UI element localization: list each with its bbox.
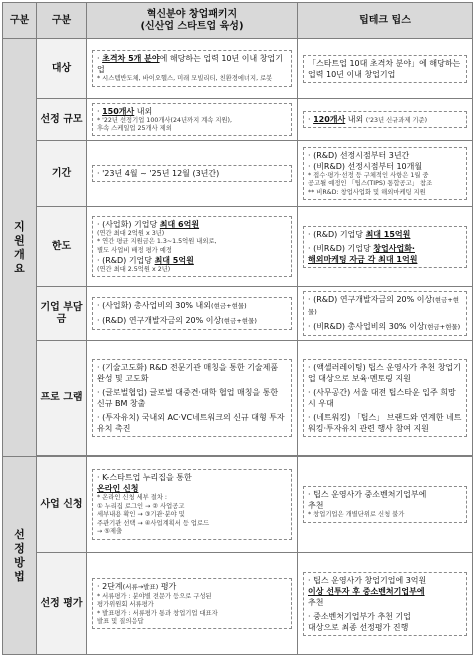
limit-a-hl1: 최대 6억원 xyxy=(159,219,200,229)
apply-a-sub4: 주관기관 선택 → ④사업계획서 등 업로드 xyxy=(97,519,210,527)
limit-a-sub2: 별도 사업비 배정 평가 예정 xyxy=(97,246,172,254)
limit-a-hl2: 최대 5억원 xyxy=(154,255,194,265)
limit-b-hl2: 창업사업화· xyxy=(373,243,415,253)
limit-b-box: · (R&D) 기업당 최대 15억원 · (비R&D) 기업당 창업사업화· 해외마케팅 자금 각 최대 1억원 xyxy=(303,226,467,268)
period-col-a xyxy=(87,141,298,207)
eval-col-a xyxy=(87,553,298,655)
eval-a-sub2: 평가위원회 서류평가 xyxy=(97,601,154,609)
eval-b-line2: 이상 선투자 후 중소벤처기업부에 xyxy=(308,586,425,596)
apply-a-sub2: ① 누리집 로그인 → ② 사업공고 xyxy=(97,502,185,510)
group-selection-label: 선정방법 xyxy=(14,527,25,583)
limit-a-line1-sub: (연간 최대 2억원 x 3년) xyxy=(97,229,165,237)
program-b-item2: · (사무공간) 서울 대전 팁스타운 입주 희망시 우대 xyxy=(308,388,456,408)
program-a-item1: · (기술고도화) R&D 전문기관 매칭을 통한 기술제품 완성 및 고도화 xyxy=(97,363,279,383)
period-b-sub2: 공고될 예정인 「팁스(TIPS) 통합공고」 참조 xyxy=(308,180,433,188)
col-a-subtitle: (신산업 스타트업 육성) xyxy=(140,20,244,32)
program-b-item1: · (액셀러레이팅) 팁스 운영사가 추천 창업기업 대상으로 보육·멘토링 지원 xyxy=(308,363,461,383)
apply-b-sub: * 창업기업은 개별단위로 신청 불가 xyxy=(308,511,405,519)
eval-b-line3: 추천 xyxy=(308,597,324,607)
apply-b-box xyxy=(303,486,467,522)
apply-b-line1: · 팁스 운영사가 중소벤처기업부에 xyxy=(308,490,427,500)
scale-a-sub1: * '22년 선정기업 100개사(24년까지 계속 지원), xyxy=(97,116,233,124)
burden-a-box: · (사업화) 총사업비의 30% 내외(현금+현물) · (R&D) 연구개발자금의 20% 이상(현금+현물) xyxy=(92,297,292,330)
group-support-label: 지원개요 xyxy=(14,219,25,275)
col-a-title: 혁신분야 창업패키지 xyxy=(146,8,238,20)
burden-col-b xyxy=(298,287,473,341)
group-support xyxy=(3,39,37,457)
period-b-sub3: ** 비R&D: 창업사업화 및 해외마케팅 지원 xyxy=(308,188,426,196)
eval-b-line1: · 팁스 운영사가 창업기업에 3억원 xyxy=(308,575,427,585)
period-b-line2: · (비R&D) 선정시점부터 10개월 xyxy=(308,161,423,171)
row-label-target: 대상 xyxy=(37,39,87,99)
apply-a-sub1: * 온라인 신청 세부 절차 : xyxy=(97,494,168,502)
program-a-box xyxy=(92,359,292,437)
scale-a-sub2: 후속 스케일업 25개사 제외 xyxy=(97,125,172,132)
apply-a-box xyxy=(92,469,292,539)
eval-a-sub3: * 발표평가 : 서류평가 통과 창업기업 대표자 xyxy=(97,609,218,617)
period-b-line1: · (R&D) 선정시점부터 3년간 xyxy=(308,150,410,160)
apply-col-a xyxy=(87,457,298,553)
row-label-program: 프로 그램 xyxy=(37,341,87,456)
burden-b-box: · (R&D) 연구개발자금의 20% 이상(현금+현물) · (비R&D) 총사업비의 30% 이상(현금+현물) xyxy=(303,291,467,336)
burden-col-a xyxy=(87,287,298,341)
apply-b-line2: 추천 xyxy=(308,501,324,511)
target-a-box: · 초격차 5개 분야에 해당하는 업력 10년 이내 창업기업 * 시스템반도체, 바이오헬스, 미래 모빌리티, 친환경에너지, 로봇 xyxy=(92,50,292,86)
scale-a-box: · 150개사 내외 * '22년 선정기업 100개사(24년까지 계속 지원), 후속 스케일업 25개사 제외 xyxy=(92,103,292,137)
group-selection xyxy=(3,457,37,655)
eval-a-sub1: * 서류평가 : 분야별 전문가 등으로 구성된 xyxy=(97,592,212,600)
program-b-item3: · (네트워킹) 「팁스」 브랜드와 연계한 네트워킹·투자유치 관련 행사 참여 지원 xyxy=(308,413,462,433)
program-col-b xyxy=(298,341,473,456)
period-b-box xyxy=(303,147,467,200)
period-a-box: · '23년 4월 ~ '25년 12월 (3년간) xyxy=(92,165,292,182)
target-col-a xyxy=(87,39,298,99)
scale-a-highlight: 150개사 xyxy=(102,106,135,116)
eval-a-box: · 2단계(서류→발표) 평가 * 서류평가 : 분야별 전문가 등으로 구성된 평가위원회 서류평가 * 발표평가 : 서류평가 통과 창업기업 대표자 발표 및 질의응답 xyxy=(92,578,292,630)
target-b-box: 「스타트업 10대 초격차 분야」에 해당하는 업력 10년 이내 창업기업 xyxy=(303,55,467,83)
limit-b-hl3: 해외마케팅 자금 각 최대 1억원 xyxy=(308,254,418,264)
row-label-period: 기간 xyxy=(37,141,87,207)
program-b-box xyxy=(303,359,467,437)
scale-col-a xyxy=(87,99,298,141)
program-a-item2: · (글로벌협업) 글로벌 대중견·대학 협업 매칭을 통한 신규 BM 창출 xyxy=(97,388,279,408)
row-label-eval: 선정 평가 xyxy=(37,553,87,655)
header-item: 구분 xyxy=(37,3,87,39)
row-label-limit: 한도 xyxy=(37,207,87,287)
target-col-b xyxy=(298,39,473,99)
header-col-a xyxy=(87,3,298,39)
target-a-highlight: 초격차 5개 분야 xyxy=(102,54,160,64)
period-col-b xyxy=(298,141,473,207)
target-a-sub: * 시스템반도체, 바이오헬스, 미래 모빌리티, 친환경에너지, 로봇 xyxy=(97,75,273,83)
apply-col-b xyxy=(298,457,473,553)
scale-b-highlight: 120개사 xyxy=(313,114,346,124)
eval-a-sub4: 발표 및 질의응답 xyxy=(97,617,144,625)
eval-b-line5: 대상으로 최종 선정평가 진행 xyxy=(308,622,409,632)
program-a-item3: · (투자유치) 국내외 AC·VC네트워크의 신규 대형 투자유치 촉진 xyxy=(97,413,285,433)
apply-a-sub3: 세부내용 확인 → ③기관·분야 및 xyxy=(97,511,185,519)
apply-a-line1: · K-스타트업 누리집을 통한 xyxy=(97,473,192,483)
eval-b-box xyxy=(303,572,467,636)
limit-a-line2-sub: (연간 최대 2.5억원 x 2년) xyxy=(97,265,171,273)
scale-col-b xyxy=(298,99,473,141)
row-label-apply: 사업 신청 xyxy=(37,457,87,553)
row-label-scale: 선정 규모 xyxy=(37,99,87,141)
row-label-burden: 기업 부담금 xyxy=(37,287,87,341)
eval-b-line4: · 중소벤처기업부가 추천 기업 xyxy=(308,611,411,621)
limit-b-hl1: 최대 15억원 xyxy=(365,229,411,239)
limit-col-b xyxy=(298,207,473,287)
eval-col-b xyxy=(298,553,473,655)
apply-a-line2: 온라인 신청 xyxy=(97,484,139,494)
header-group: 구분 xyxy=(3,3,37,39)
limit-a-box: · (사업화) 기업당 최대 6억원 (연간 최대 2억원 x 3년) * 연간 평균 지원금은 1.3~1.5억원 내외로, 별도 사업비 배정 평가 예정 · (R&D) 기업당 최대 5억원 (연간 최대 2.5억원 x 2년) xyxy=(92,216,292,278)
period-b-sub1: * 접수·평가·선정 등 구체적인 사항은 1월 중 xyxy=(308,171,429,179)
scale-b-box: · 120개사 내외 ('23년 신규과제 기준) xyxy=(303,111,467,128)
limit-col-a xyxy=(87,207,298,287)
header-col-b: 팁테크 팁스 xyxy=(298,3,473,39)
comparison-table xyxy=(2,2,473,655)
program-col-a xyxy=(87,341,298,456)
limit-a-sub1: * 연간 평균 지원금은 1.3~1.5억원 내외로, xyxy=(97,238,217,246)
apply-a-sub5: → ⑤제출 xyxy=(97,528,123,536)
